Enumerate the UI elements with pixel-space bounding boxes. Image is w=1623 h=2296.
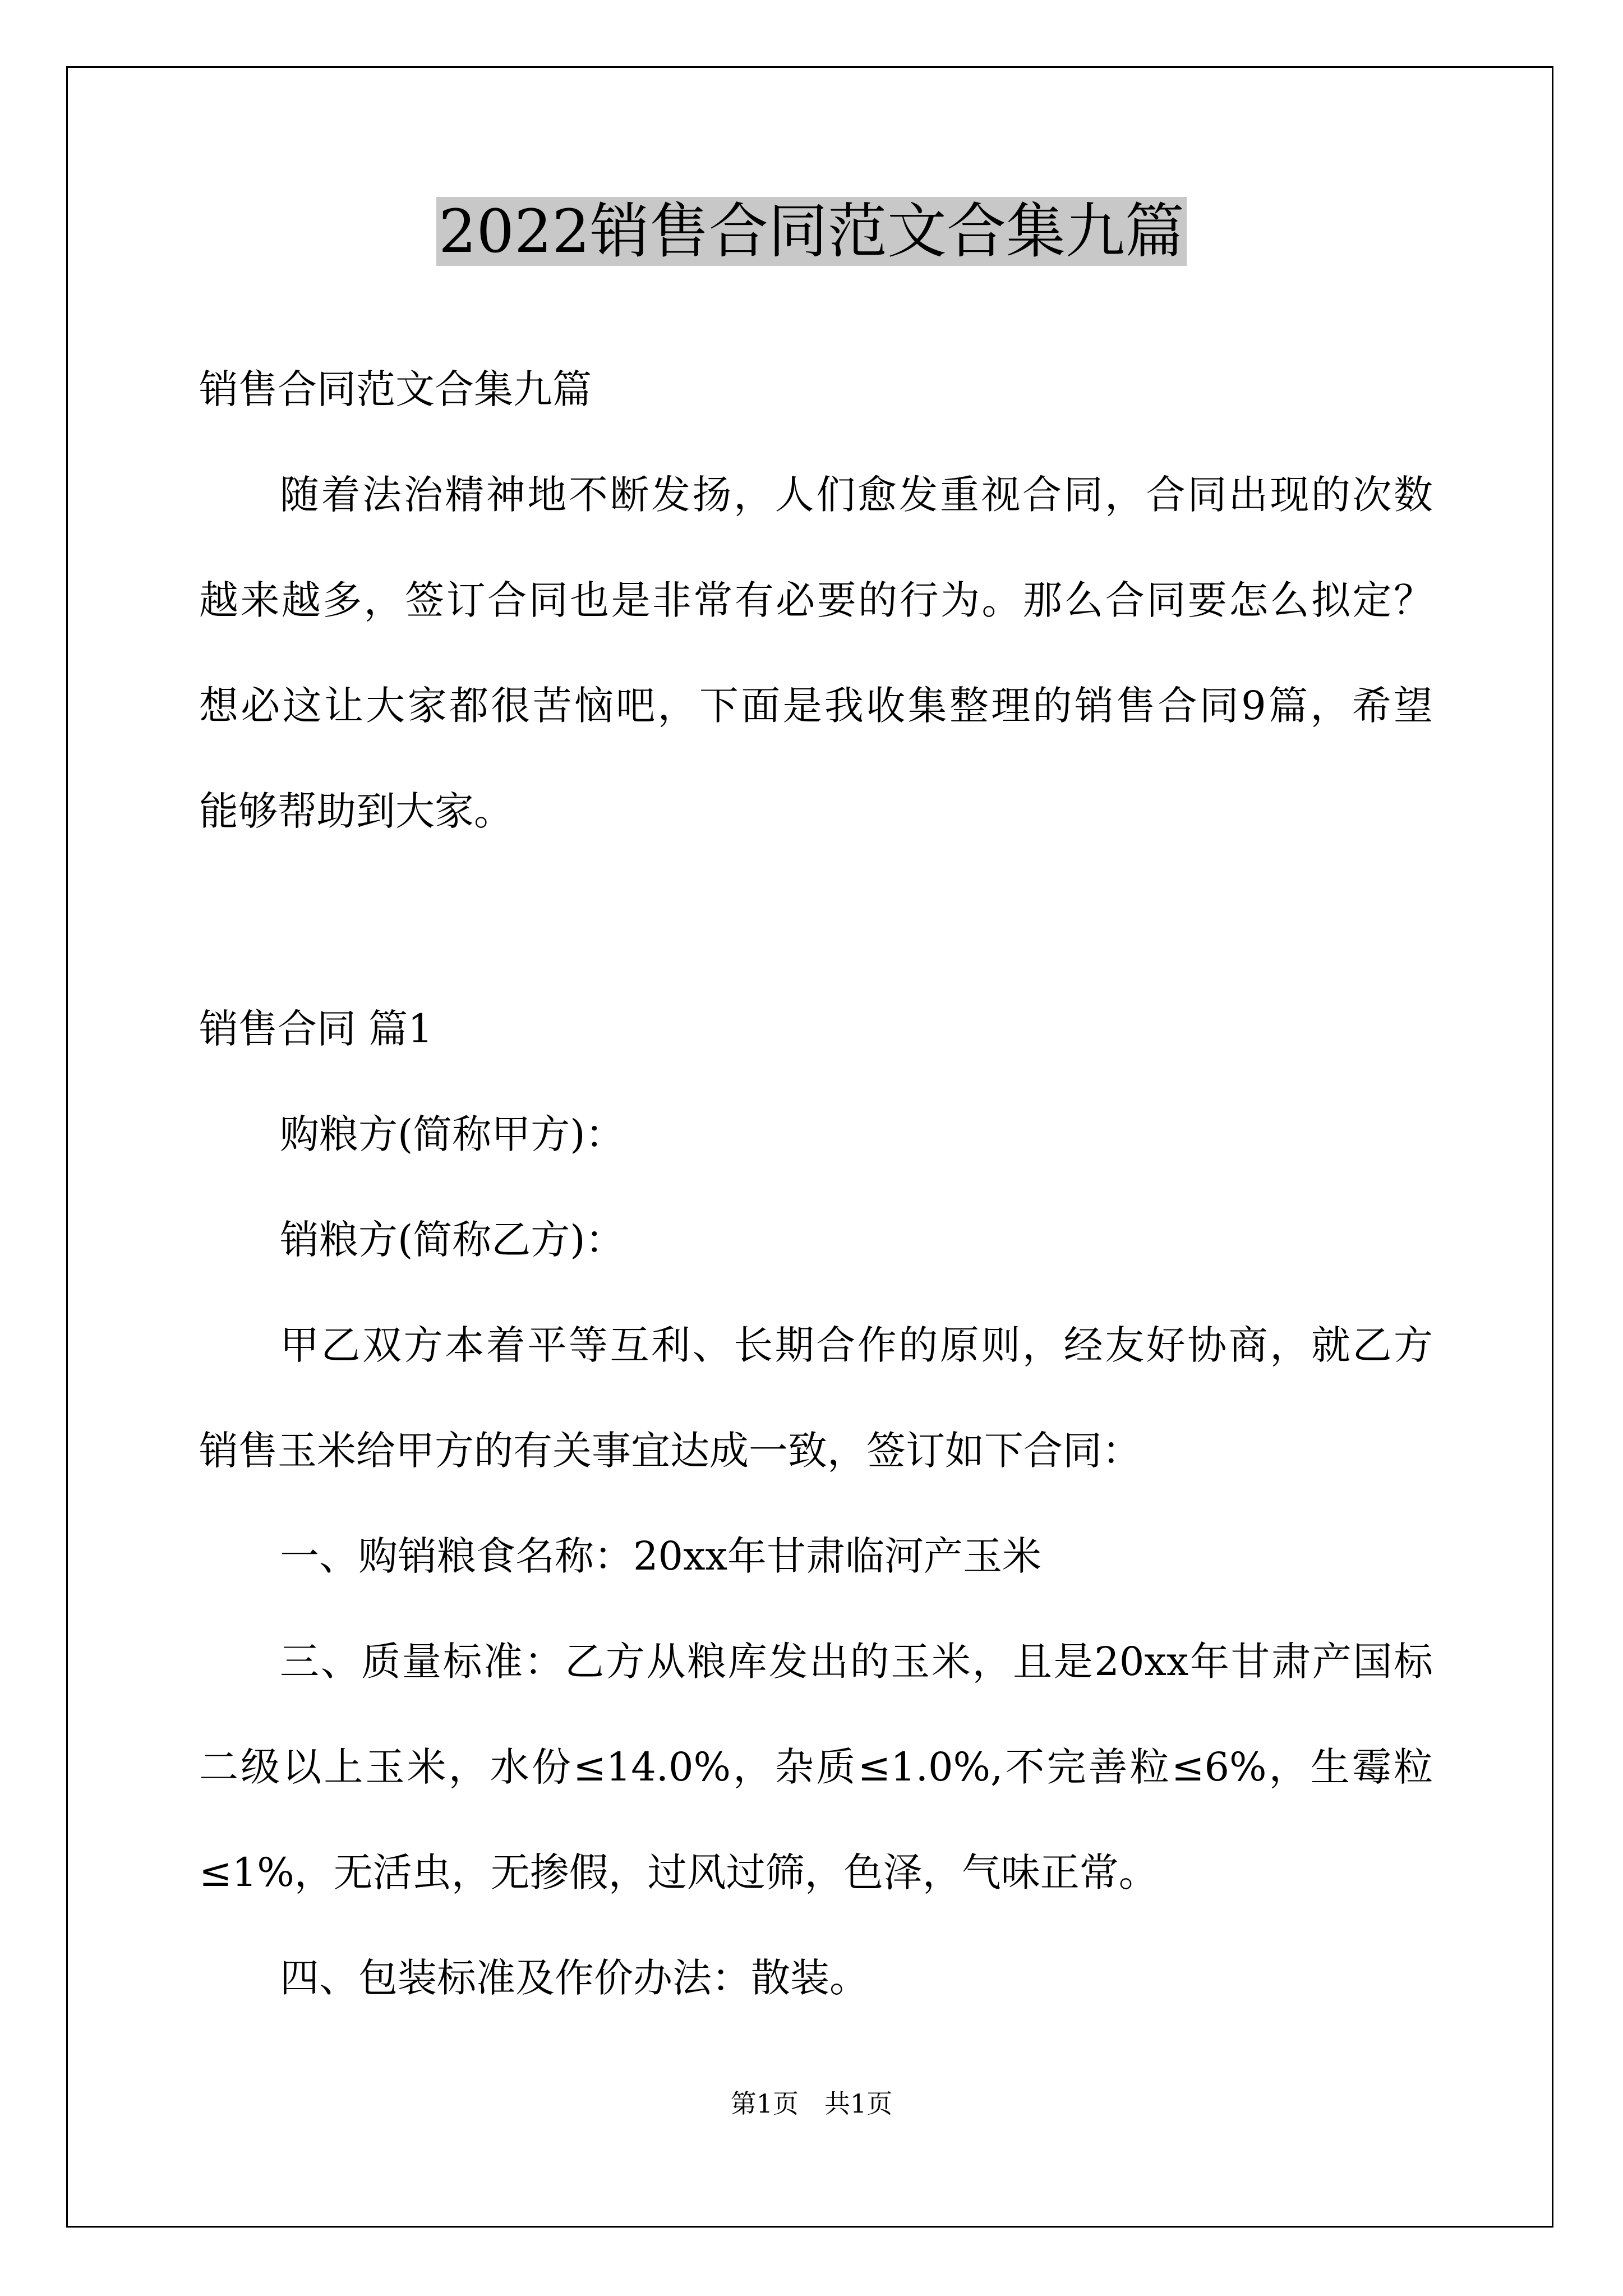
subtitle: 销售合同范文合集九篇 [199, 366, 592, 412]
intro-line: 随着法治精神地不断发扬，人们愈发重视合同，合同出现的次数 [280, 472, 1433, 518]
document-title [0, 190, 1623, 274]
page-footer: 第1页 共1页 [730, 2088, 893, 2119]
buyer-line: 购粮方(简称甲方)： [280, 1111, 625, 1157]
clause-item-3-line: 二级以上玉米，水份≤14.0%，杂质≤1.0%,不完善粒≤6%，生霉粒 [199, 1744, 1433, 1790]
section-spacer [199, 864, 1433, 976]
clause-item-3-line: ≤1%，无活虫，无掺假，过风过筛，色泽，气味正常。 [199, 1849, 1158, 1895]
section-heading: 销售合同 篇1 [199, 1006, 433, 1052]
clause-item-4: 四、包装标准及作价办法：散装。 [280, 1955, 869, 2001]
document-title-text: 2022销售合同范文合集九篇 [436, 197, 1187, 266]
preamble-line: 甲乙双方本着平等互利、长期合作的原则，经友好协商，就乙方 [280, 1322, 1433, 1368]
intro-line: 想必这让大家都很苦恼吧，下面是我收集整理的销售合同9篇，希望 [199, 683, 1433, 729]
preamble-line: 销售玉米给甲方的有关事宜达成一致，签订如下合同： [199, 1428, 1141, 1474]
intro-line: 能够帮助到大家。 [199, 788, 513, 834]
clause-item-3-line: 三、质量标准：乙方从粮库发出的玉米，且是20xx年甘肃产国标 [280, 1639, 1433, 1685]
document-body [199, 337, 1433, 2031]
clause-item-1: 一、购销粮食名称：20xx年甘肃临河产玉米 [280, 1533, 1042, 1579]
seller-line: 销粮方(简称乙方)： [280, 1217, 625, 1263]
intro-line: 越来越多，签订合同也是非常有必要的行为。那么合同要怎么拟定？ [199, 577, 1433, 623]
